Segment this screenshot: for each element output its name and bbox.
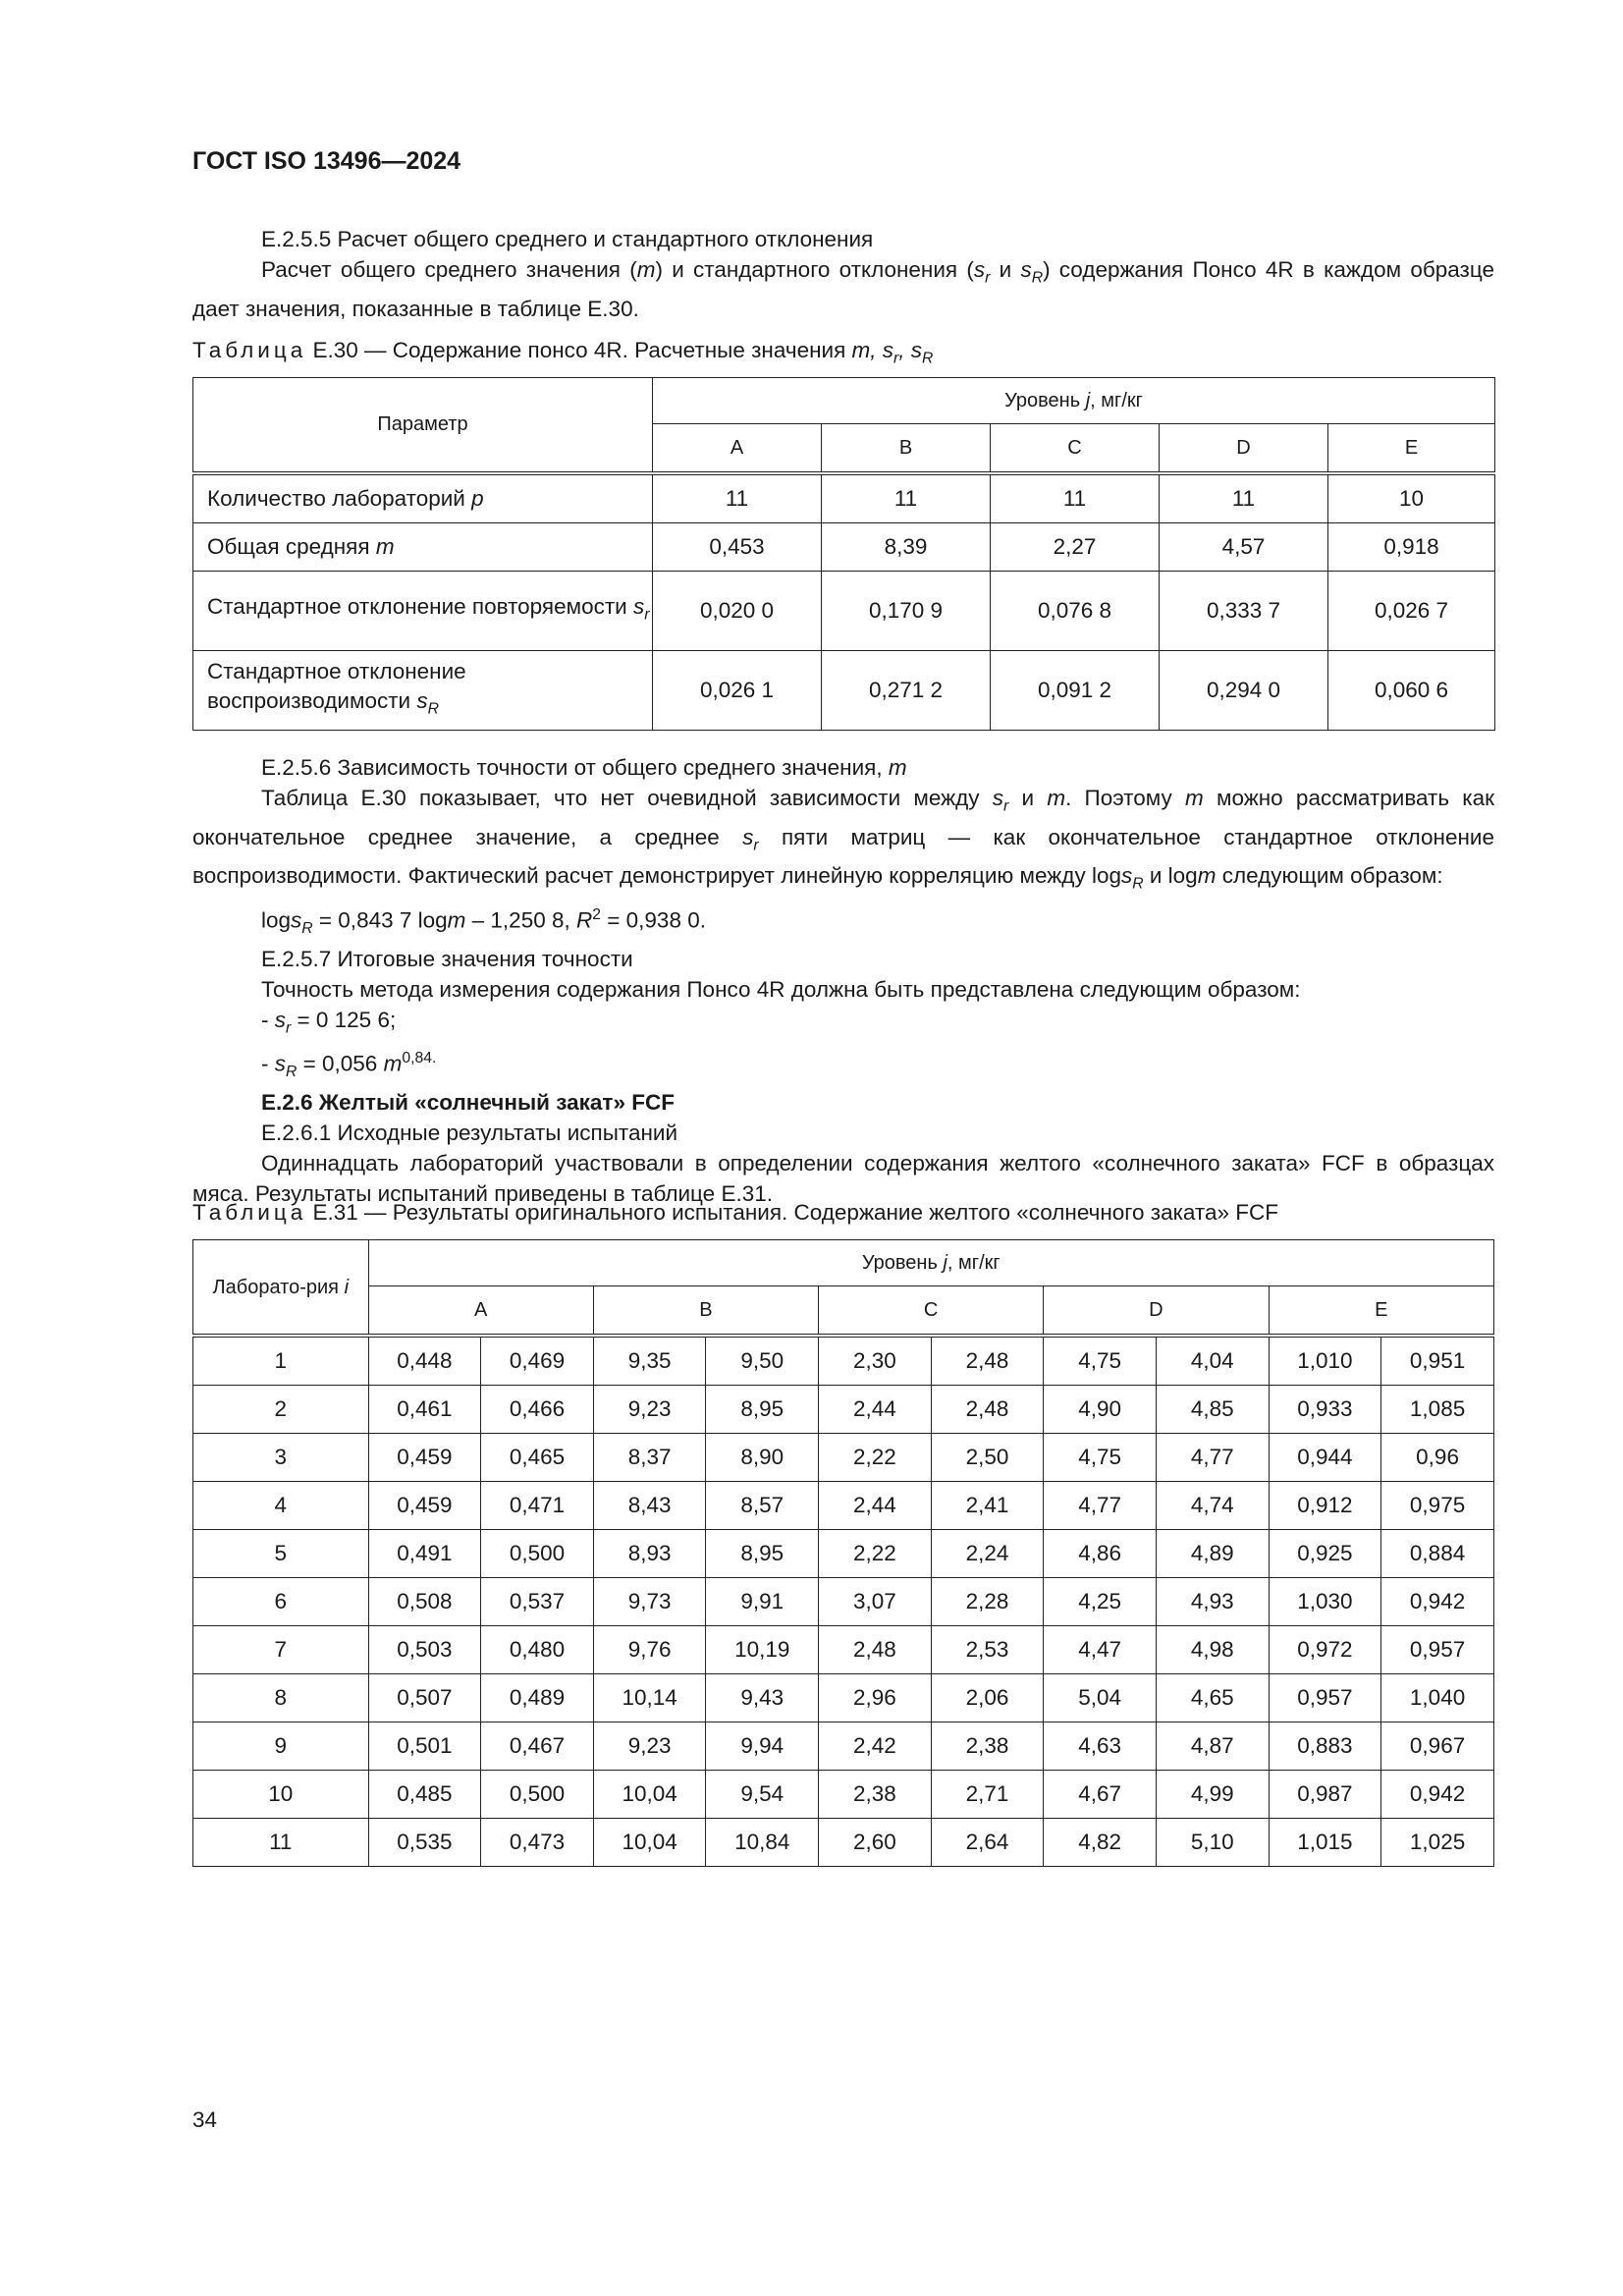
list-item: - $s_R = 0,056$ $m^{0,84.}$ [261, 1050, 437, 1080]
lab-number: 5 [193, 1530, 369, 1578]
table-cell: 3,07 [819, 1578, 932, 1626]
table-cell: 4,77 [1044, 1482, 1157, 1530]
level-label: A [368, 1286, 593, 1337]
table-cell: 0,489 [481, 1674, 594, 1722]
level-label: E [1328, 424, 1495, 474]
lab-number: 6 [193, 1578, 369, 1626]
level-label: D [1044, 1286, 1269, 1337]
table-cell: 2,60 [819, 1819, 932, 1867]
level-label: D [1160, 424, 1328, 474]
table-cell: 2,38 [931, 1722, 1044, 1771]
table-cell: 0,091 2 [991, 651, 1160, 731]
param-header: Параметр [193, 378, 653, 474]
table-row [193, 1336, 1494, 1386]
section-heading: Е.2.5.5 Расчет общего среднего и стандартного отклонения [261, 227, 874, 251]
table-cell: 0,942 [1381, 1578, 1494, 1626]
section-e256 [192, 752, 1494, 1209]
section-subheading: Е.2.6.1 Исходные результаты испытаний [261, 1121, 678, 1145]
table-cell: 0,465 [481, 1434, 594, 1482]
table-cell: 0,933 [1269, 1386, 1381, 1434]
lab-number: 1 [193, 1336, 369, 1386]
table-cell: 0,96 [1381, 1434, 1494, 1482]
table-cell: 0,951 [1381, 1336, 1494, 1386]
table-row [193, 1434, 1494, 1482]
table-cell: 2,22 [819, 1434, 932, 1482]
table-cell: 8,90 [706, 1434, 819, 1482]
lab-number: 10 [193, 1771, 369, 1819]
table-cell: 0,026 7 [1328, 572, 1495, 651]
table-cell: 0,957 [1381, 1626, 1494, 1674]
table-row [193, 523, 1495, 572]
table-cell: 2,53 [931, 1626, 1044, 1674]
table-cell: 2,50 [931, 1434, 1044, 1482]
row-label: Стандартное отклонение повторяемости $s_r$ [193, 572, 653, 651]
table-cell: 9,23 [593, 1722, 706, 1771]
list-item: - $s_r = 0$ 125 6; [261, 1007, 397, 1036]
level-label: E [1269, 1286, 1493, 1337]
table-cell: 0,918 [1328, 523, 1495, 572]
paragraph: Одиннадцать лабораторий участвовали в определении содержания желтого «солнечного заката» FCF в образцах мяса. Результаты испытаний приведены в таблице Е.31. [192, 1151, 1494, 1206]
table-cell: 9,23 [593, 1386, 706, 1434]
table-cell: 2,48 [931, 1386, 1044, 1434]
table-cell: 4,82 [1044, 1819, 1157, 1867]
table-cell: 4,04 [1156, 1336, 1269, 1386]
table-cell: 11 [653, 473, 822, 523]
paragraph: Расчет общего среднего значения (m) и стандартного отклонения ($s_r$ и $s_R$) содержания Понсо 4R в каждом образце дает значения, показанные в таблице Е.30. [192, 257, 1494, 321]
table-cell: 9,94 [706, 1722, 819, 1771]
level-header: Уровень j, мг/кг [368, 1240, 1493, 1286]
table-cell: 2,64 [931, 1819, 1044, 1867]
table-cell: 11 [991, 473, 1160, 523]
level-label: A [653, 424, 822, 474]
table-cell: 0,944 [1269, 1434, 1381, 1482]
table-body [193, 1336, 1494, 1867]
table-cell: 10,04 [593, 1771, 706, 1819]
row-label: Стандартное отклонение воспроизводимости $s_R$ [193, 651, 653, 731]
table-row [193, 1530, 1494, 1578]
table-cell: 0,480 [481, 1626, 594, 1674]
table-cell: 4,65 [1156, 1674, 1269, 1722]
table-row [193, 1386, 1494, 1434]
table-cell: 0,453 [653, 523, 822, 572]
table-cell: 10,19 [706, 1626, 819, 1674]
table-cell: 0,500 [481, 1771, 594, 1819]
table-cell: 10,04 [593, 1819, 706, 1867]
lab-header: Лаборато-рия i [193, 1240, 369, 1337]
table-cell: 4,25 [1044, 1578, 1157, 1626]
table-cell: 0,508 [368, 1578, 481, 1626]
section-e255 [192, 224, 1494, 324]
section-heading: Е.2.6 Желтый «солнечный закат» FCF [261, 1090, 675, 1115]
page-number: 34 [192, 2107, 218, 2132]
table-row [193, 1578, 1494, 1626]
table-cell: 2,71 [931, 1771, 1044, 1819]
lab-number: 2 [193, 1386, 369, 1434]
table-cell: 4,90 [1044, 1386, 1157, 1434]
table-cell: 9,73 [593, 1578, 706, 1626]
table-cell: 8,39 [822, 523, 991, 572]
table-row [193, 651, 1495, 731]
table-cell: 2,48 [819, 1626, 932, 1674]
table-cell: 2,30 [819, 1336, 932, 1386]
table-cell: 2,22 [819, 1530, 932, 1578]
table-cell: 0,459 [368, 1482, 481, 1530]
table-cell: 0,469 [481, 1336, 594, 1386]
table-cell: 8,95 [706, 1386, 819, 1434]
table-cell: 4,75 [1044, 1336, 1157, 1386]
paragraph: Таблица Е.30 показывает, что нет очевидной зависимости между $s_r$ и m. Поэтому m можно рассматривать как окончательное среднее значение, а среднее $s_r$ пяти матриц — как окончательное стандартное отклонение воспроизводимости. Фактический расчет демонстрирует линейную корреляцию между logs$_R$ и logm следующим образом: [192, 786, 1495, 893]
table-cell: 2,28 [931, 1578, 1044, 1626]
table-cell: 4,77 [1156, 1434, 1269, 1482]
section-heading: Е.2.5.6 Зависимость точности от общего среднего значения, m [261, 755, 907, 780]
table-cell: 4,57 [1160, 523, 1328, 572]
table-cell: 1,030 [1269, 1578, 1381, 1626]
table-cell: 10,14 [593, 1674, 706, 1722]
table-cell: 2,48 [931, 1336, 1044, 1386]
table-cell: 0,972 [1269, 1626, 1381, 1674]
lab-number: 11 [193, 1819, 369, 1867]
table-cell: 0,507 [368, 1674, 481, 1722]
table-cell: 9,35 [593, 1336, 706, 1386]
table-cell: 8,93 [593, 1530, 706, 1578]
table-e31 [192, 1239, 1494, 1867]
table-cell: 0,271 2 [822, 651, 991, 731]
table-cell: 0,333 7 [1160, 572, 1328, 651]
table-cell: 1,040 [1381, 1674, 1494, 1722]
table-cell: 9,54 [706, 1771, 819, 1819]
table-cell: 11 [1160, 473, 1328, 523]
level-label: C [819, 1286, 1044, 1337]
table-cell: 4,85 [1156, 1386, 1269, 1434]
level-label: B [593, 1286, 818, 1337]
table-row [193, 1626, 1494, 1674]
table-cell: 2,41 [931, 1482, 1044, 1530]
table-cell: 1,015 [1269, 1819, 1381, 1867]
table-cell: 0,471 [481, 1482, 594, 1530]
table-cell: 9,76 [593, 1626, 706, 1674]
table-row [193, 1482, 1494, 1530]
table-cell: 2,24 [931, 1530, 1044, 1578]
table-cell: 9,50 [706, 1336, 819, 1386]
table-cell: 1,085 [1381, 1386, 1494, 1434]
table-row [193, 473, 1495, 523]
table-row [193, 572, 1495, 651]
table-cell: 4,74 [1156, 1482, 1269, 1530]
table-cell: 4,99 [1156, 1771, 1269, 1819]
document-header: ГОСТ ISO 13496—2024 [192, 147, 461, 175]
table-cell: 2,44 [819, 1386, 932, 1434]
table-cell: 4,89 [1156, 1530, 1269, 1578]
table-cell: 2,38 [819, 1771, 932, 1819]
lab-number: 9 [193, 1722, 369, 1771]
table-cell: 0,076 8 [991, 572, 1160, 651]
table-cell: 0,884 [1381, 1530, 1494, 1578]
lab-number: 8 [193, 1674, 369, 1722]
table-cell: 4,67 [1044, 1771, 1157, 1819]
row-label: Количество лабораторий p [193, 473, 653, 523]
table-cell: 0,060 6 [1328, 651, 1495, 731]
table-cell: 0,448 [368, 1336, 481, 1386]
table-cell: 5,10 [1156, 1819, 1269, 1867]
table-cell: 0,503 [368, 1626, 481, 1674]
table-cell: 1,010 [1269, 1336, 1381, 1386]
table-cell: 4,63 [1044, 1722, 1157, 1771]
table-cell: 2,96 [819, 1674, 932, 1722]
table-row [193, 1722, 1494, 1771]
table-cell: 0,026 1 [653, 651, 822, 731]
table-cell: 0,883 [1269, 1722, 1381, 1771]
table-cell: 4,86 [1044, 1530, 1157, 1578]
table-cell: 10 [1328, 473, 1495, 523]
lab-number: 4 [193, 1482, 369, 1530]
table-cell: 4,75 [1044, 1434, 1157, 1482]
table-cell: 0,942 [1381, 1771, 1494, 1819]
table-cell: 10,84 [706, 1819, 819, 1867]
table-cell: 0,957 [1269, 1674, 1381, 1722]
table-cell: 9,91 [706, 1578, 819, 1626]
table-cell: 1,025 [1381, 1819, 1494, 1867]
table-e30 [192, 377, 1495, 731]
table-row [193, 1771, 1494, 1819]
table-cell: 4,98 [1156, 1626, 1269, 1674]
table-cell: 0,170 9 [822, 572, 991, 651]
section-heading: Е.2.5.7 Итоговые значения точности [261, 946, 633, 971]
table-cell: 4,93 [1156, 1578, 1269, 1626]
table-cell: 0,500 [481, 1530, 594, 1578]
table-cell: 0,987 [1269, 1771, 1381, 1819]
table-cell: 0,020 0 [653, 572, 822, 651]
table-cell: 0,501 [368, 1722, 481, 1771]
table-cell: 11 [822, 473, 991, 523]
table-cell: 2,06 [931, 1674, 1044, 1722]
table-cell: 8,43 [593, 1482, 706, 1530]
row-label: Общая средняя m [193, 523, 653, 572]
table-row [193, 1674, 1494, 1722]
formula: logs$_R$ = 0,843 7 logm – 1,250 8, $R^2 = 0,938$ 0. [261, 905, 706, 937]
table-cell: 0,912 [1269, 1482, 1381, 1530]
table-caption: Таблица Е.30 — Содержание понсо 4R. Расчетные значения m, $s_r$, $s_R$ [192, 338, 934, 367]
level-header: Уровень j, мг/кг [653, 378, 1495, 424]
table-cell: 8,95 [706, 1530, 819, 1578]
lab-number: 7 [193, 1626, 369, 1674]
table-cell: 0,461 [368, 1386, 481, 1434]
table-cell: 8,57 [706, 1482, 819, 1530]
table-caption: Таблица Е.31 — Результаты оригинального испытания. Содержание желтого «солнечного заката» FCF [192, 1200, 1279, 1225]
paragraph: Точность метода измерения содержания Понсо 4R должна быть представлена следующим образом: [261, 976, 1301, 1002]
table-cell: 0,925 [1269, 1530, 1381, 1578]
table-cell: 0,459 [368, 1434, 481, 1482]
table-cell: 0,967 [1381, 1722, 1494, 1771]
table-cell: 2,42 [819, 1722, 932, 1771]
table-cell: 9,43 [706, 1674, 819, 1722]
table-cell: 4,87 [1156, 1722, 1269, 1771]
table-cell: 0,537 [481, 1578, 594, 1626]
table-row [193, 1819, 1494, 1867]
level-label: B [822, 424, 991, 474]
level-label: C [991, 424, 1160, 474]
table-cell: 0,975 [1381, 1482, 1494, 1530]
table-cell: 0,467 [481, 1722, 594, 1771]
table-cell: 8,37 [593, 1434, 706, 1482]
lab-number: 3 [193, 1434, 369, 1482]
table-cell: 0,491 [368, 1530, 481, 1578]
table-cell: 0,473 [481, 1819, 594, 1867]
table-cell: 0,466 [481, 1386, 594, 1434]
table-cell: 2,44 [819, 1482, 932, 1530]
table-cell: 0,294 0 [1160, 651, 1328, 731]
table-cell: 4,47 [1044, 1626, 1157, 1674]
table-cell: 5,04 [1044, 1674, 1157, 1722]
table-cell: 0,535 [368, 1819, 481, 1867]
table-cell: 0,485 [368, 1771, 481, 1819]
table-cell: 2,27 [991, 523, 1160, 572]
